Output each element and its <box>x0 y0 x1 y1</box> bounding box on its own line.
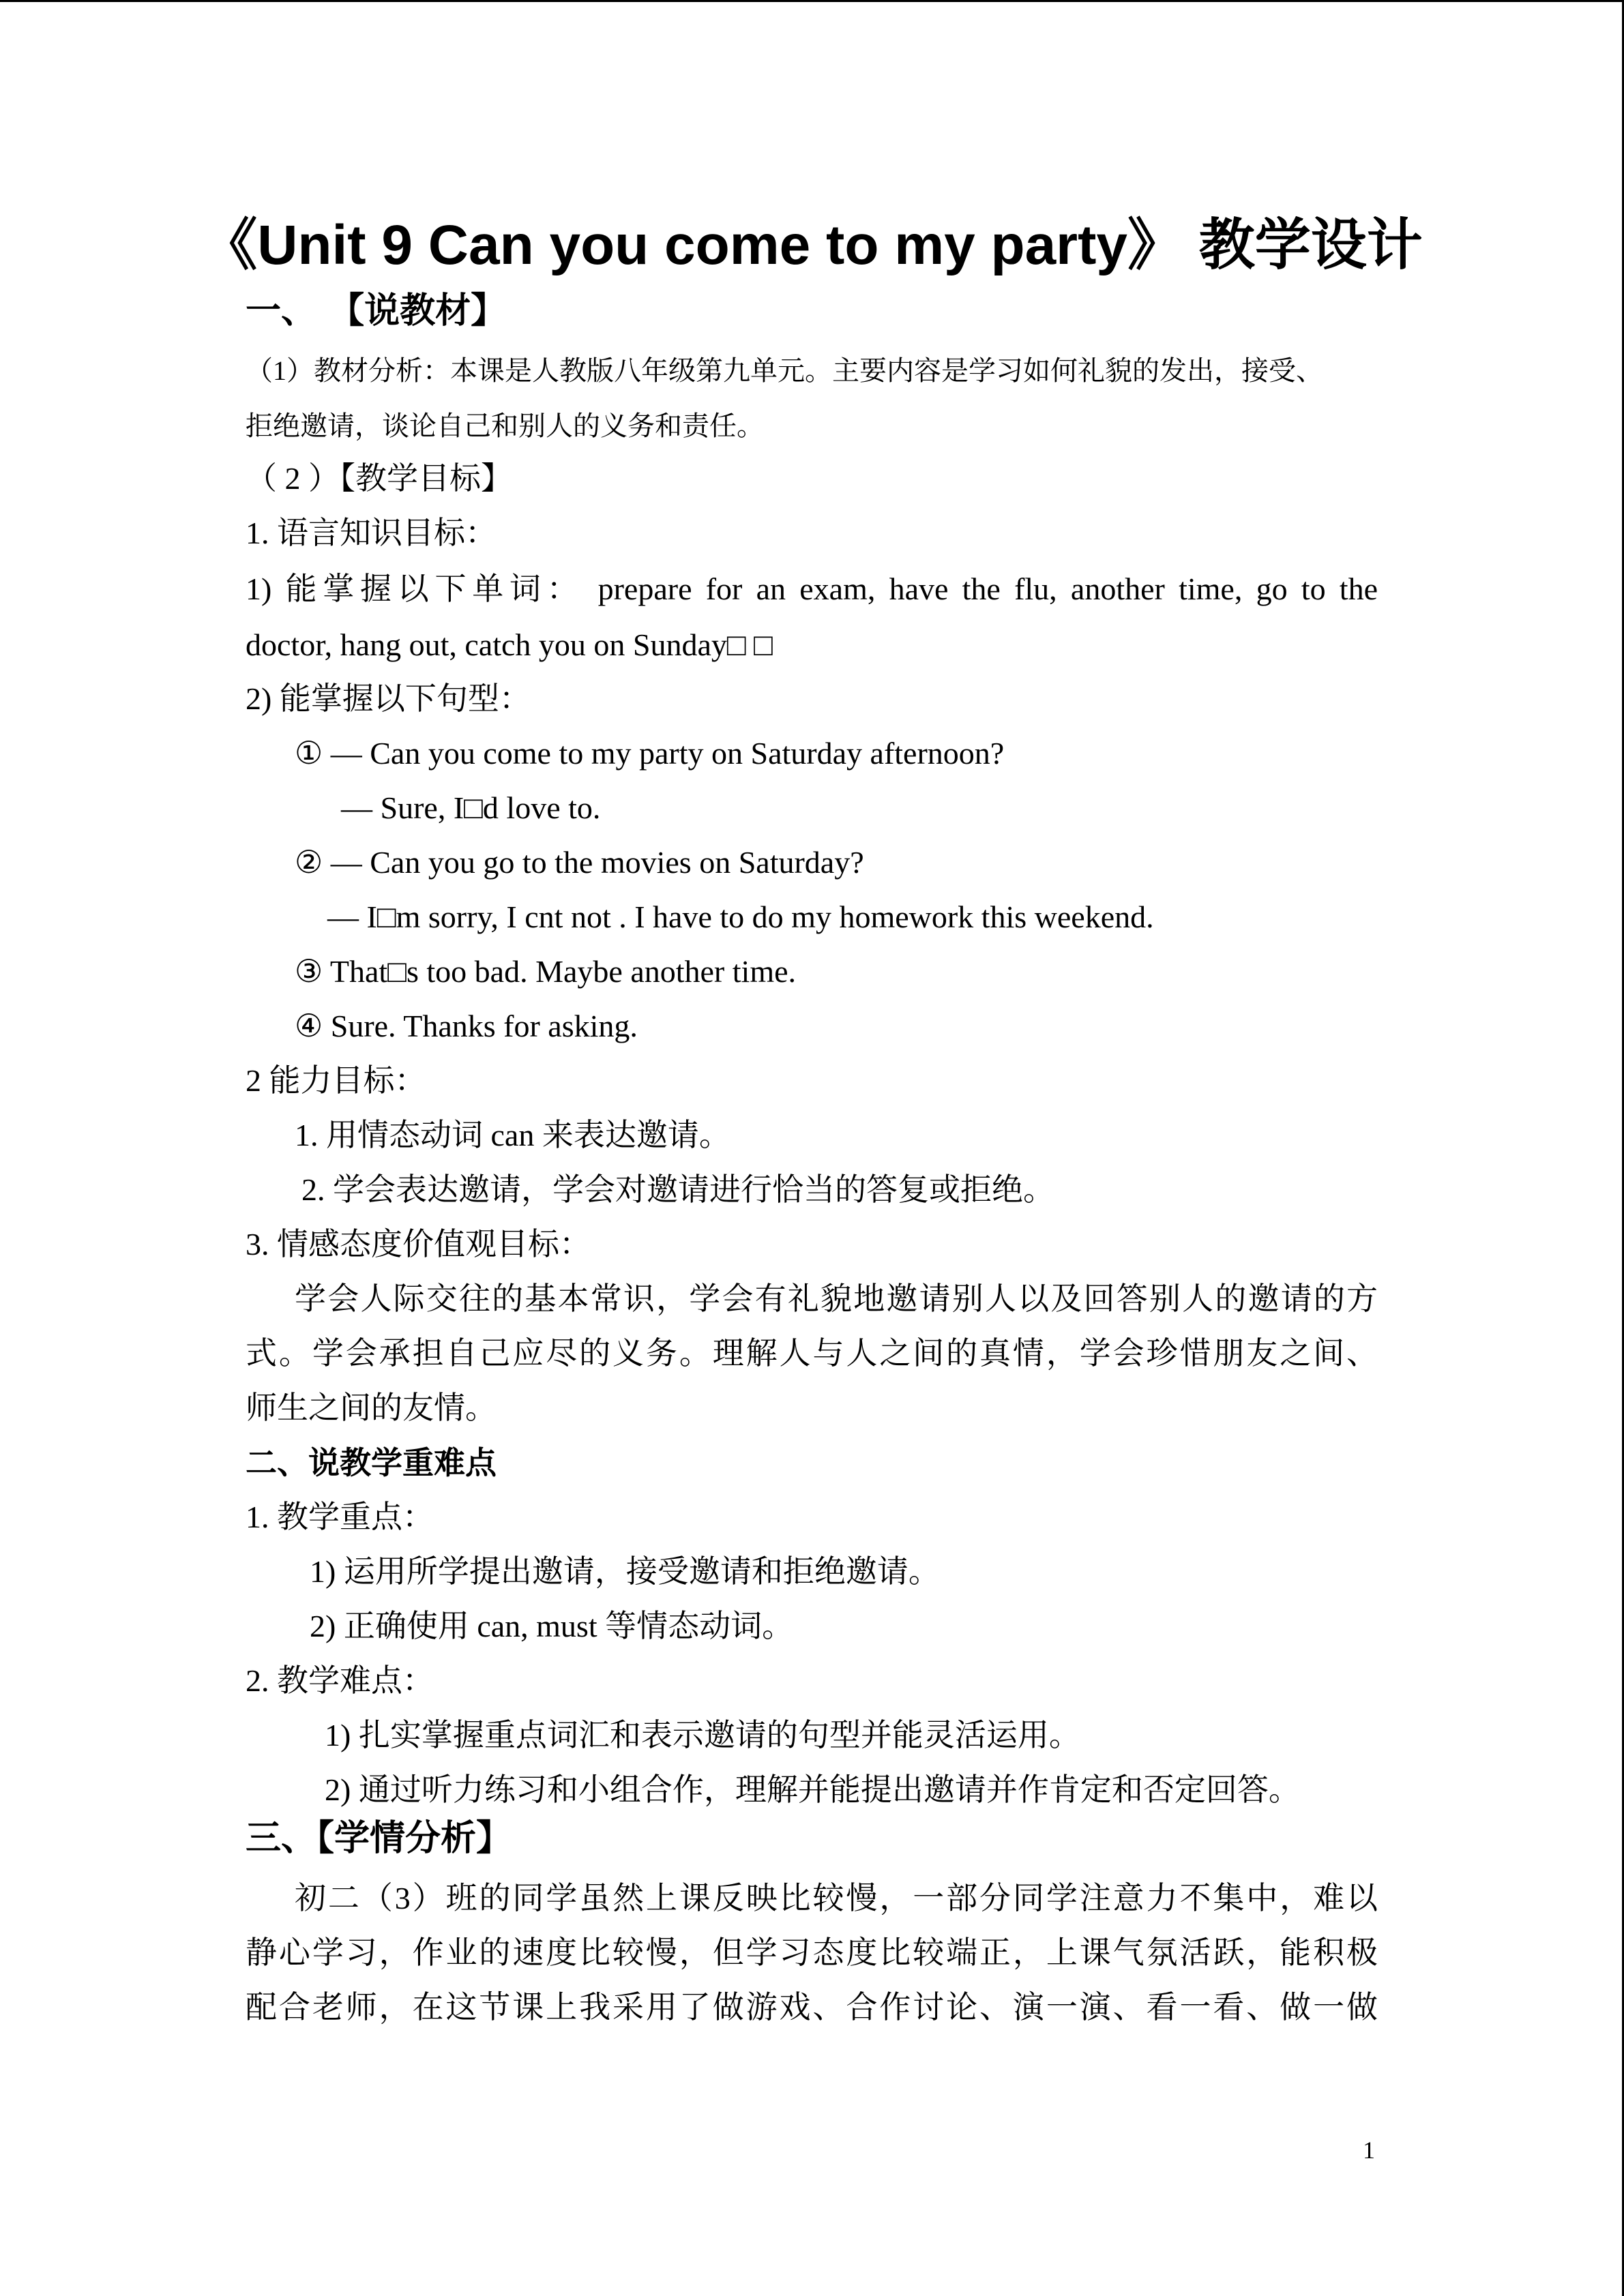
vocabulary-line-2: doctor, hang out, catch you on Sunday□ □ <box>246 627 773 662</box>
sentence-pattern-1-answer: — Sure, I□d love to. <box>341 790 601 825</box>
key-points-label: 1. 教学重点： <box>246 1500 434 1534</box>
student-analysis-line-1: 初二（3）班的同学虽然上课反映比较慢，一部分同学注意力不集中，难以 <box>295 1881 1378 1915</box>
sentence-pattern-2-answer: — I□m sorry, I cnt not . I have to do my homework this weekend. <box>327 899 1154 934</box>
sentence-patterns-label: 2) 能掌握以下句型： <box>246 681 531 716</box>
document-title: 《Unit 9 Can you come to my party》 教学设计 <box>201 214 1423 276</box>
objective-emotion-attitude: 3. 情感态度价值观目标： <box>246 1227 591 1262</box>
objective-language-knowledge: 1. 语言知识目标： <box>246 516 497 550</box>
sentence-pattern-4: ④ Sure. Thanks for asking. <box>295 1009 638 1043</box>
difficult-points-label: 2. 教学难点： <box>246 1663 434 1698</box>
emotion-paragraph-line-1: 学会人际交往的基本常识，学会有礼貌地邀请别人以及回答别人的邀请的方 <box>295 1281 1378 1316</box>
difficult-point-2: 2) 通过听力练习和小组合作，理解并能提出邀请并作肯定和否定回答。 <box>325 1772 1300 1807</box>
textbook-analysis-line-1: （1）教材分析：本课是人教版八年级第九单元。主要内容是学习如何礼貌的发出，接受、 <box>246 355 1323 386</box>
section-heading-key-points: 二、说教学重难点 <box>246 1444 497 1481</box>
key-point-1: 1) 运用所学提出邀请，接受邀请和拒绝邀请。 <box>310 1554 940 1589</box>
page-number: 1 <box>1363 2136 1375 2164</box>
subheading-teaching-objectives: （ 2 ）【教学目标】 <box>246 461 512 496</box>
student-analysis-line-3: 配合老师，在这节课上我采用了做游戏、合作讨论、演一演、看一看、做一做 <box>246 1990 1378 2025</box>
sentence-pattern-3: ③ That□s too bad. Maybe another time. <box>295 954 797 989</box>
emotion-paragraph-line-3: 师生之间的友情。 <box>246 1390 497 1425</box>
section-heading-textbook: 一、 【说教材】 <box>246 290 507 331</box>
objective-ability: 2 能力目标： <box>246 1063 426 1098</box>
section-heading-student-analysis: 三、【学情分析】 <box>246 1818 512 1859</box>
ability-item-1: 1. 用情态动词 can 来表达邀请。 <box>295 1118 730 1152</box>
emotion-paragraph-line-2: 式。学会承担自己应尽的义务。理解人与人之间的真情，学会珍惜朋友之间、 <box>246 1336 1378 1371</box>
sentence-pattern-2-question: ② — Can you go to the movies on Saturday? <box>295 845 864 880</box>
key-point-2: 2) 正确使用 can, must 等情态动词。 <box>310 1609 794 1643</box>
sentence-pattern-1-question: ① — Can you come to my party on Saturday afternoon? <box>295 736 1005 771</box>
textbook-analysis-line-2: 拒绝邀请，谈论自己和别人的义务和责任。 <box>246 411 764 441</box>
ability-item-2: 2. 学会表达邀请，学会对邀请进行恰当的答复或拒绝。 <box>301 1172 1054 1207</box>
difficult-point-1: 1) 扎实掌握重点词汇和表示邀请的句型并能灵活运用。 <box>325 1718 1080 1753</box>
vocabulary-line-1: 1) 能掌握以下单词： prepare for an exam, have the flu, another time, go to the <box>246 571 1378 606</box>
student-analysis-line-2: 静心学习，作业的速度比较慢，但学习态度比较端正，上课气氛活跃，能积极 <box>246 1935 1378 1970</box>
page-border-top <box>0 0 1624 2</box>
